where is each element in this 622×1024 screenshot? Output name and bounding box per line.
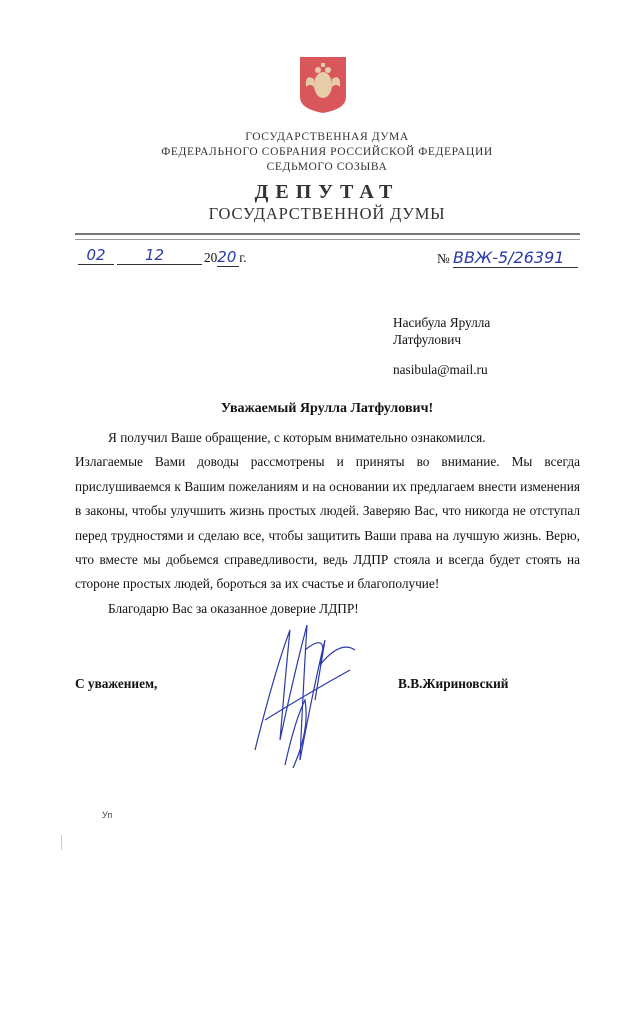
body-paragraph-2: Излагаемые Вами доводы рассмотрены и приняты во внимание. Мы всегда прислушиваемся к Вашим пожеланиям и на основании их предлагаем внести изменения в законы, чтобы улучшить жизнь простых людей. Заверяю Вас, что никогда не отступал перед трудностями и сделаю все, чтобы защитить Ваши права на лучшую жизнь. Верю, что вместе мы добьемся справедливости, ведь ЛДПР стояла и всегда будет стоять на стороне простых людей, бороться за их счастье и благополучие! (75, 454, 580, 592)
header-line-1: ГОСУДАРСТВЕННАЯ ДУМА (245, 131, 409, 143)
date-month-field (117, 246, 202, 265)
signatory-name: В.В.Жириновский (398, 676, 509, 691)
year-suffix: 20 (217, 248, 239, 267)
duma-subtitle: ГОСУДАРСТВЕННОЙ ДУМЫ (208, 204, 446, 223)
greeting: Уважаемый Ярулла Латфулович! (220, 401, 434, 416)
deputy-title: ДЕПУТАТ (254, 181, 400, 203)
handwritten-signature (245, 610, 365, 775)
header-line-3: СЕДЬМОГО СОЗЫВА (266, 161, 388, 173)
footer-mark: Уп (102, 810, 113, 820)
header-line-2: ФЕДЕРАЛЬНОГО СОБРАНИЯ РОССИЙСКОЙ ФЕДЕРАЦИИ (161, 146, 493, 158)
year-suffix-label: г. (239, 250, 247, 265)
date-day-field (78, 246, 114, 265)
date-year (204, 248, 247, 267)
letter-body (75, 426, 580, 621)
year-prefix: 20 (204, 250, 218, 265)
number-value: ВВЖ-5/26391 (453, 248, 578, 268)
date-month: 12 (117, 246, 202, 265)
page-edge (61, 835, 62, 850)
coat-of-arms-emblem (300, 57, 346, 113)
recipient-name-2: Латфулович (393, 332, 462, 347)
header-rule (75, 233, 580, 240)
closing: С уважением, (75, 676, 158, 691)
recipient-email: nasibula@mail.ru (393, 362, 488, 377)
body-paragraph-3: Благодарю Вас за оказанное доверие ЛДПР! (108, 600, 359, 616)
outgoing-number (437, 248, 578, 268)
date-day: 02 (78, 246, 114, 265)
number-label: № (437, 251, 450, 266)
body-paragraph-1: Я получил Ваше обращение, с которым внимательно ознакомился. (108, 430, 486, 445)
recipient-name-1: Насибула Ярулла (393, 315, 491, 330)
